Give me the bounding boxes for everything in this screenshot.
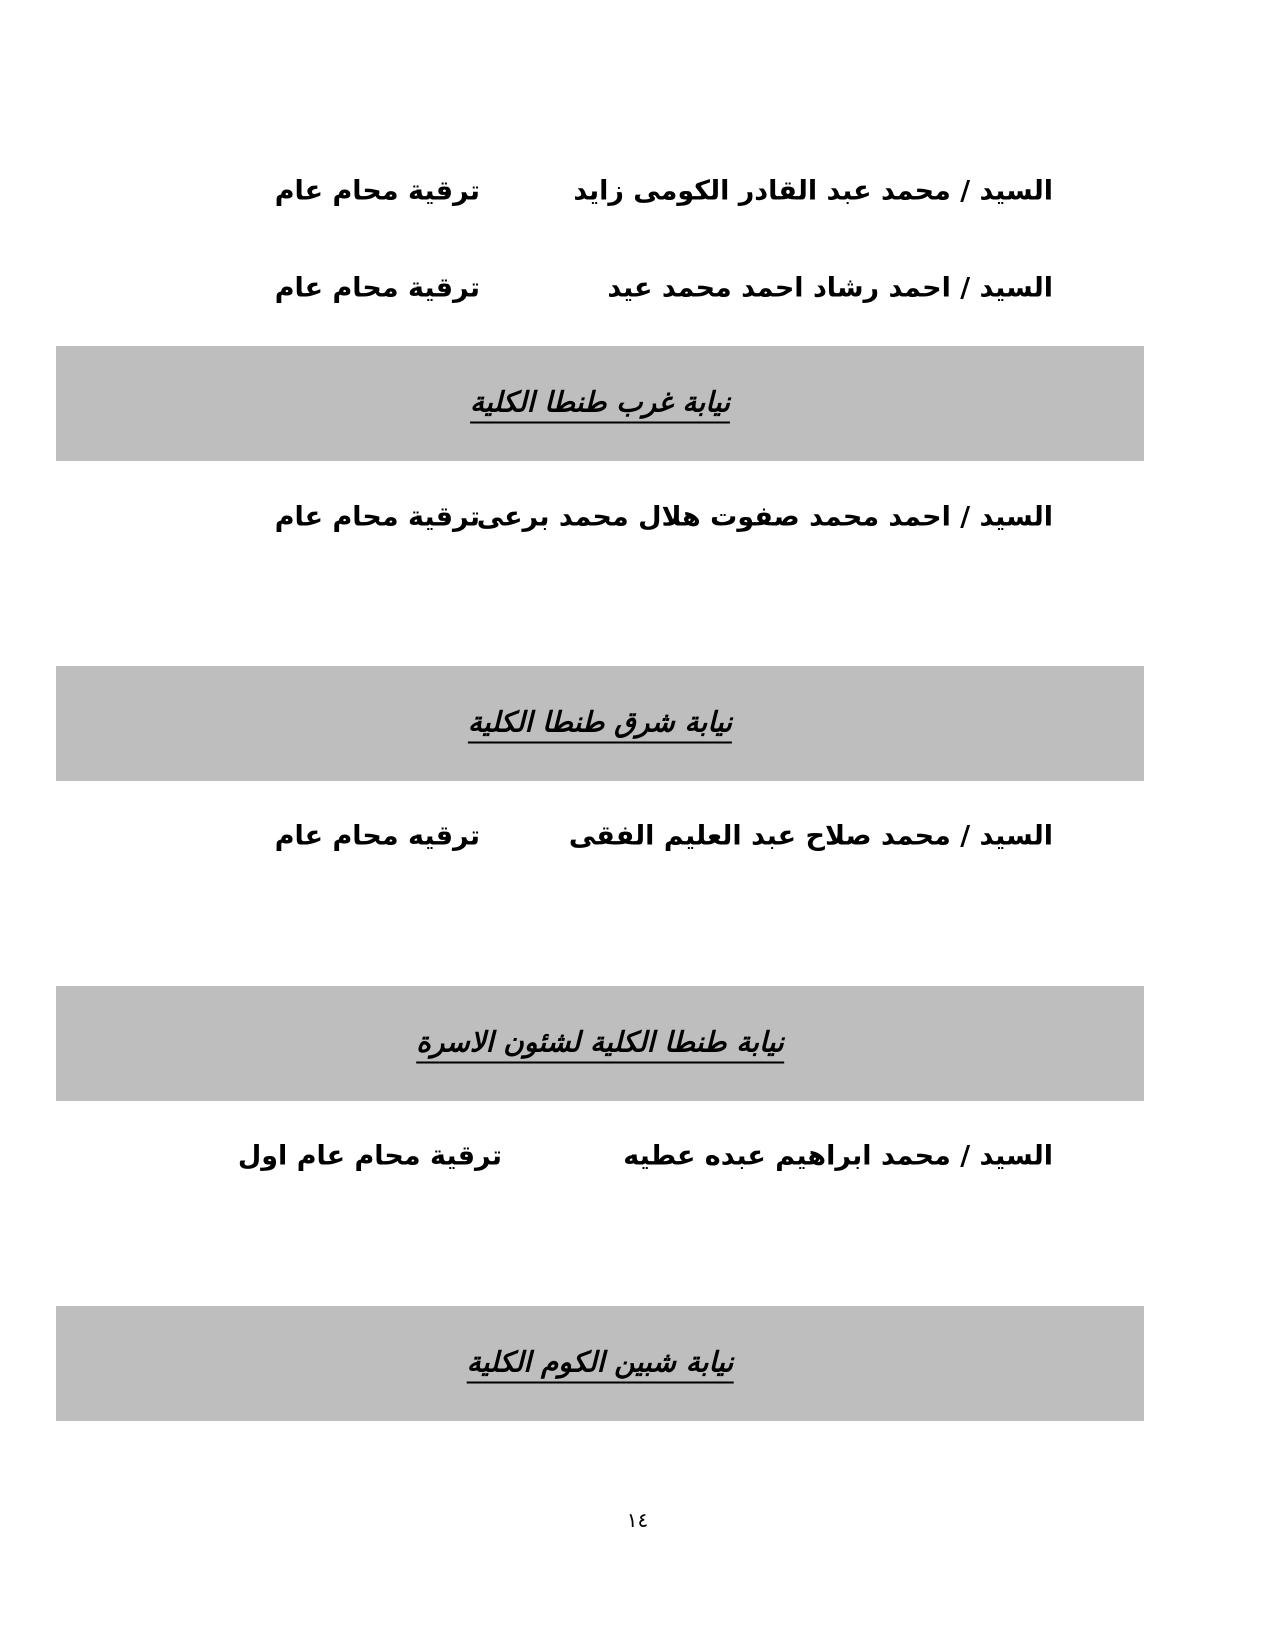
section-header <box>56 986 1144 1101</box>
person-name: السيد / محمد صلاح عبد العليم الفقى <box>568 820 1053 852</box>
section-title: نيابة شبين الكوم الكلية <box>467 1344 734 1383</box>
page-number: ١٤ <box>626 1508 649 1532</box>
person-name: السيد / محمد ابراهيم عبده عطيه <box>623 1140 1053 1172</box>
appointment-row <box>0 163 1275 219</box>
section-title: نيابة غرب طنطا الكلية <box>470 384 730 423</box>
promotion-title: ترقية محام عام <box>274 272 480 304</box>
promotion-title: ترقية محام عام <box>274 501 480 533</box>
promotion-title: ترقية محام عام اول <box>237 1140 502 1172</box>
promotion-title: ترقيه محام عام <box>274 820 480 852</box>
person-name: السيد / احمد رشاد احمد محمد عيد <box>607 272 1053 304</box>
person-name: السيد / محمد عبد القادر الكومى زايد <box>573 175 1053 207</box>
section-header <box>56 1306 1144 1421</box>
appointment-row <box>0 1128 1275 1184</box>
appointment-row <box>0 489 1275 545</box>
promotion-title: ترقية محام عام <box>274 175 480 207</box>
appointment-row <box>0 808 1275 864</box>
section-title: نيابة شرق طنطا الكلية <box>468 704 732 743</box>
section-title: نيابة طنطا الكلية لشئون الاسرة <box>416 1024 784 1063</box>
section-header <box>56 346 1144 461</box>
person-name: السيد / احمد محمد صفوت هلال محمد برعى <box>476 501 1053 533</box>
section-header <box>56 666 1144 781</box>
appointment-row <box>0 260 1275 316</box>
